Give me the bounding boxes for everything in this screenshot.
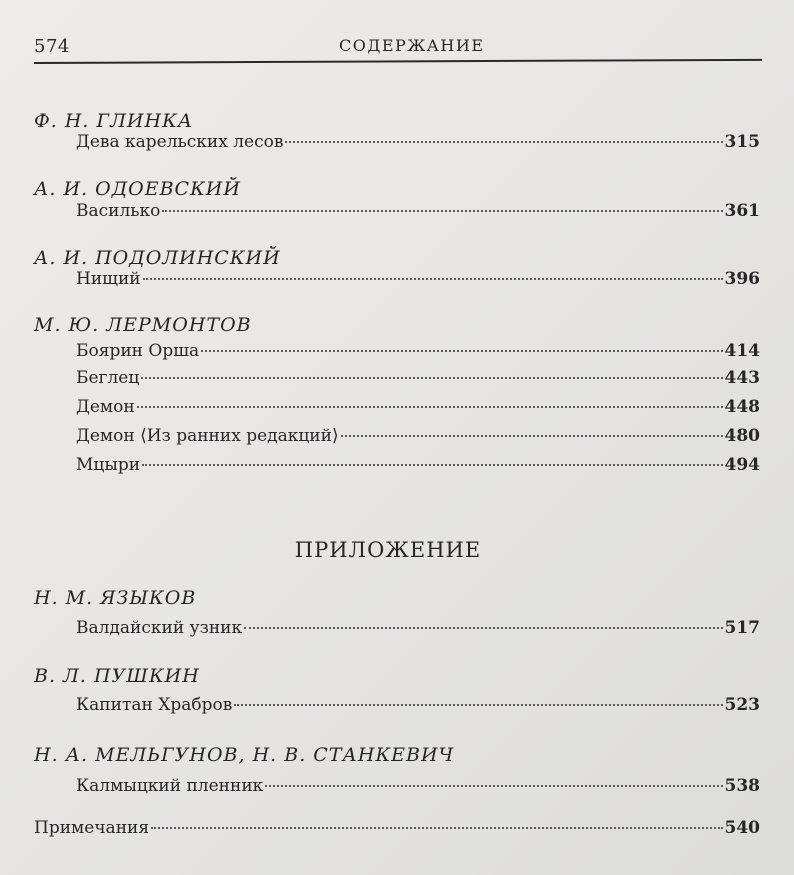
entry-page: 315: [724, 132, 760, 152]
author-heading: М. Ю. ЛЕРМОНТОВ: [34, 314, 252, 336]
entry-page: 448: [724, 397, 760, 417]
dot-leader: [234, 704, 722, 706]
author-heading: А. И. ПОДОЛИНСКИЙ: [34, 247, 281, 269]
entry-title: Демон: [76, 397, 135, 417]
toc-entry[interactable]: [76, 455, 760, 479]
toc-entry[interactable]: [76, 269, 760, 293]
entry-title: Мцыри: [76, 455, 141, 475]
author-heading: Н. М. ЯЗЫКОВ: [34, 587, 197, 609]
author-heading: А. И. ОДОЕВСКИЙ: [34, 178, 241, 200]
entry-title: Беглец: [76, 368, 140, 388]
entry-title: Боярин Орша: [76, 341, 200, 361]
dot-leader: [142, 464, 722, 466]
entry-page: 494: [724, 455, 760, 475]
appendix-heading: [0, 538, 794, 562]
toc-entry[interactable]: [76, 341, 760, 365]
entry-title: Валдайский узник: [76, 618, 243, 638]
dot-leader: [201, 350, 722, 352]
entry-title: Калмыцкий пленник: [76, 776, 264, 796]
toc-entry[interactable]: [76, 368, 760, 392]
author-heading: В. Л. ПУШКИН: [34, 665, 200, 687]
toc-entry[interactable]: [76, 776, 760, 800]
toc-entry[interactable]: [76, 426, 760, 450]
entry-page: 361: [724, 201, 760, 221]
entry-page: 396: [724, 269, 760, 289]
entry-page: 414: [724, 341, 760, 361]
toc-entry[interactable]: [76, 397, 760, 421]
entry-title: Дева карельских лесов: [76, 132, 284, 152]
entry-title: Василько: [76, 201, 161, 221]
entry-page: 523: [724, 695, 760, 715]
toc-entry-notes[interactable]: [34, 818, 760, 842]
entry-title: Нищий: [76, 269, 141, 289]
dot-leader: [162, 210, 722, 212]
toc-entry[interactable]: [76, 695, 760, 719]
entry-title: Капитан Храбров: [76, 695, 233, 715]
toc-entry[interactable]: [76, 618, 760, 642]
section-title: СОДЕРЖАНИЕ: [339, 36, 485, 55]
dot-leader: [151, 827, 722, 829]
dot-leader: [285, 141, 722, 143]
author-heading: Н. А. МЕЛЬГУНОВ, Н. В. СТАНКЕВИЧ: [34, 744, 455, 766]
dot-leader: [265, 785, 722, 787]
entry-page: 480: [724, 426, 760, 446]
dot-leader: [341, 435, 723, 437]
dot-leader: [141, 377, 722, 379]
entry-page: 540: [724, 818, 760, 838]
toc-entry[interactable]: [76, 132, 760, 156]
dot-leader: [137, 406, 723, 408]
page-number: 574: [34, 36, 70, 57]
appendix-heading-text: ПРИЛОЖЕНИЕ: [294, 538, 482, 562]
toc-entry[interactable]: [76, 201, 760, 225]
entry-page: 517: [724, 618, 760, 638]
entry-title: Демон ⟨Из ранних редакций⟩: [76, 426, 339, 446]
dot-leader: [143, 278, 723, 280]
author-heading: Ф. Н. ГЛИНКА: [34, 110, 194, 132]
dot-leader: [244, 627, 722, 629]
entry-page: 538: [724, 776, 760, 796]
entry-title: Примечания: [34, 818, 150, 838]
entry-page: 443: [724, 368, 760, 388]
